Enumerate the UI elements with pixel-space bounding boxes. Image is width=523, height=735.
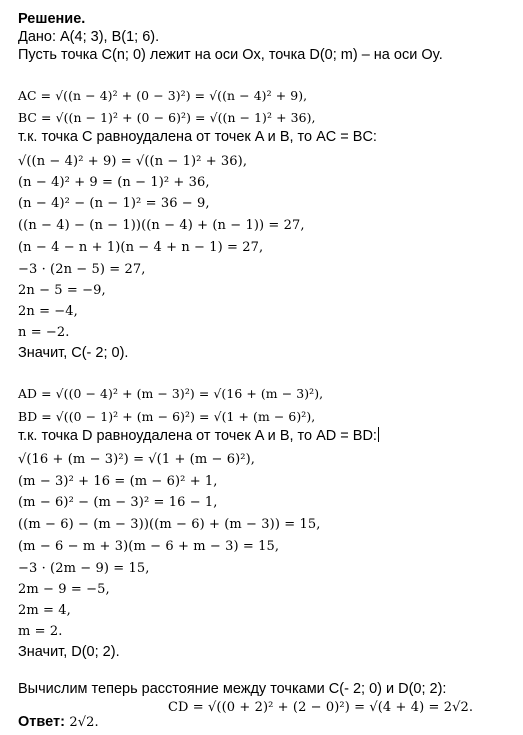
formula-bd: BD = √((0 − 1)² + (m − 6)²) = √(1 + (m − 6)²), — [18, 409, 316, 424]
step-d1: √(16 + (m − 3)²) = √(1 + (m − 6)²), — [18, 452, 255, 467]
formula-cd: CD = √((0 + 2)² + (2 − 0)²) = √(4 + 4) = 2√2. — [168, 700, 474, 715]
step-c5: (n − 4 − n + 1)(n − 4 + n − 1) = 27, — [18, 240, 264, 255]
result-c-line: Значит, C(- 2; 0). — [18, 345, 129, 361]
condition-c-line: т.к. точка C равноудалена от точек A и B, то AC = BC: — [18, 129, 377, 145]
step-d6: −3 · (2m − 9) = 15, — [18, 561, 150, 576]
step-c2: (n − 4)² + 9 = (n − 1)² + 36, — [18, 175, 210, 190]
step-c7: 2n − 5 = −9, — [18, 283, 106, 298]
condition-d-text: т.к. точка D равноудалена от точек A и B, то AD = BD: — [18, 428, 377, 444]
step-c1: √((n − 4)² + 9) = √((n − 1)² + 36), — [18, 154, 248, 169]
step-d5: (m − 6 − m + 3)(m − 6 + m − 3) = 15, — [18, 539, 280, 554]
answer-value: 2√2. — [69, 715, 99, 730]
given-line: Дано: A(4; 3), B(1; 6). — [18, 29, 160, 45]
distance-intro-line: Вычислим теперь расстояние между точками C(- 2; 0) и D(0; 2): — [18, 681, 447, 697]
step-d3: (m − 6)² − (m − 3)² = 16 − 1, — [18, 495, 218, 510]
formula-ad: AD = √((0 − 4)² + (m − 3)²) = √(16 + (m − 3)²), — [18, 386, 324, 401]
step-d8: 2m = 4, — [18, 603, 71, 618]
step-d7: 2m − 9 = −5, — [18, 582, 110, 597]
step-c4: ((n − 4) − (n − 1))((n − 4) + (n − 1)) = 27, — [18, 218, 305, 233]
step-c3: (n − 4)² − (n − 1)² = 36 − 9, — [18, 196, 210, 211]
step-d9: m = 2. — [18, 624, 63, 639]
answer-label: Ответ: — [18, 714, 65, 730]
text-cursor-icon — [378, 427, 379, 442]
result-d-line: Значит, D(0; 2). — [18, 644, 120, 660]
solution-heading: Решение. — [18, 11, 86, 27]
assumption-line: Пусть точка C(n; 0) лежит на оси Ox, точка D(0; m) – на оси Oy. — [18, 47, 443, 63]
formula-ac: AC = √((n − 4)² + (0 − 3)²) = √((n − 4)² + 9), — [18, 88, 308, 103]
condition-d-line — [18, 427, 379, 445]
formula-bc: BC = √((n − 1)² + (0 − 6)²) = √((n − 1)² + 36), — [18, 110, 316, 125]
step-d2: (m − 3)² + 16 = (m − 6)² + 1, — [18, 474, 218, 489]
answer-line — [18, 713, 99, 731]
step-d4: ((m − 6) − (m − 3))((m − 6) + (m − 3)) = 15, — [18, 517, 321, 532]
step-c8: 2n = −4, — [18, 304, 78, 319]
step-c9: n = −2. — [18, 325, 70, 340]
step-c6: −3 · (2n − 5) = 27, — [18, 262, 146, 277]
